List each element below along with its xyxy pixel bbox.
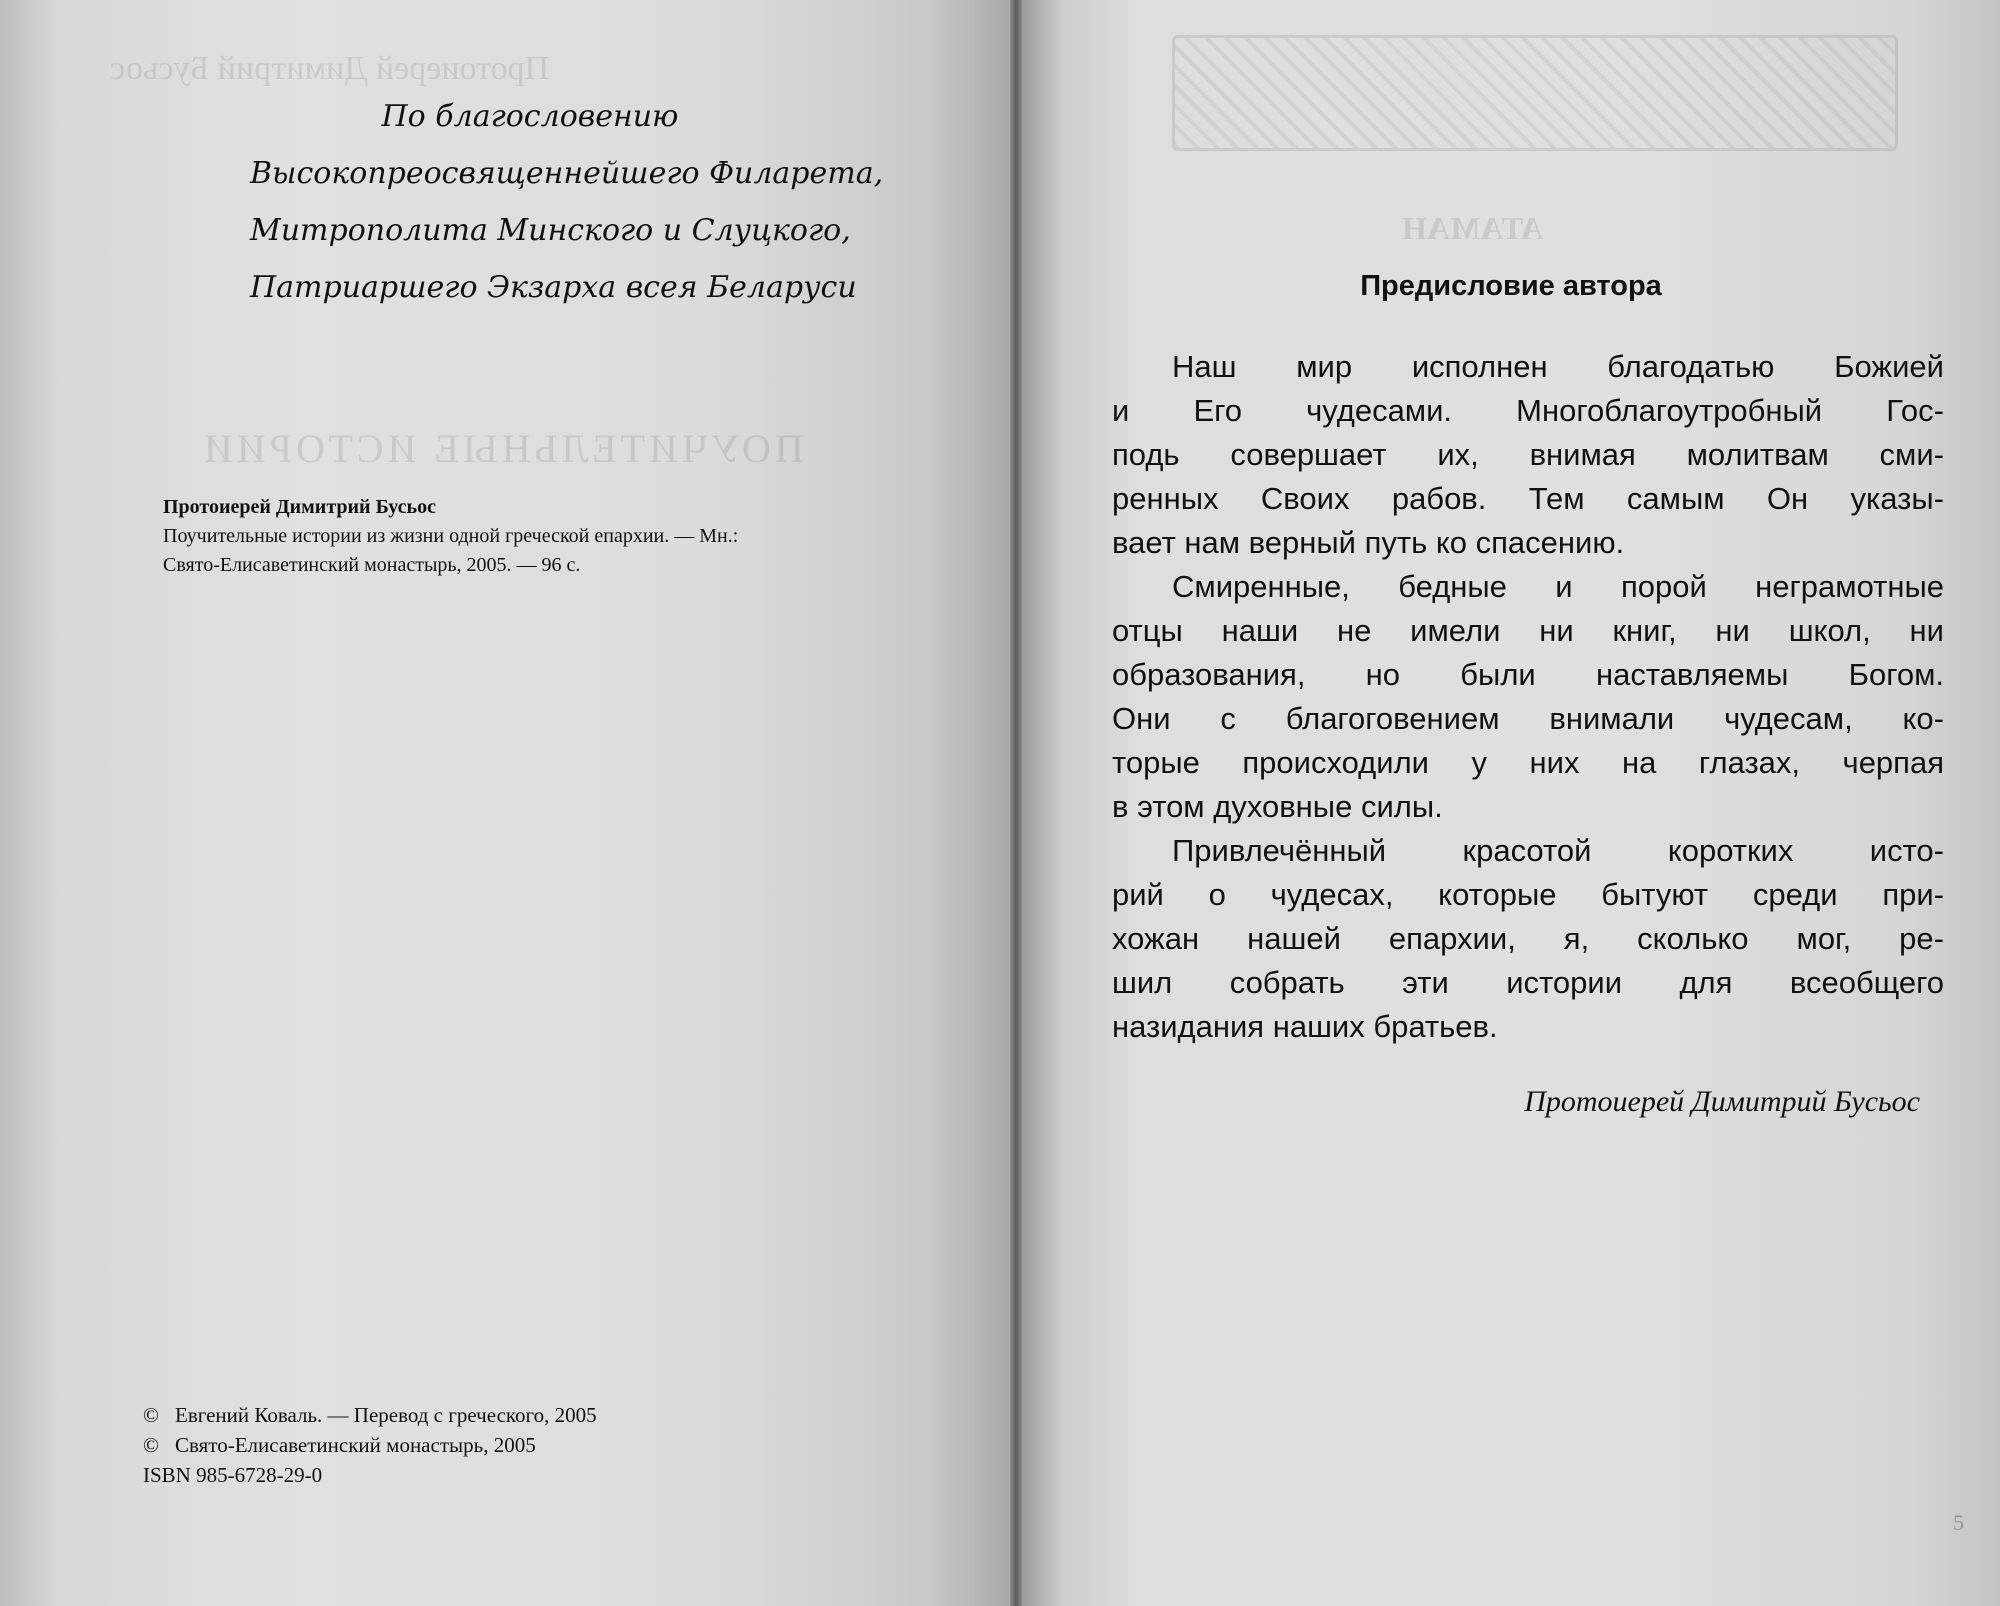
preface-heading: Предисловие автора (1360, 270, 1662, 302)
blessing-line: По благословению (381, 99, 679, 134)
book-gutter (1010, 0, 1022, 1606)
text-line: вает нам верный путь ко спасению. (1112, 525, 1625, 560)
blessing-line: Митрополита Минского и Слуцкого, (250, 213, 851, 248)
blessing-line: Патриаршего Экзарха всея Беларуси (250, 270, 857, 305)
text-line: назидания наших братьев. (1112, 1009, 1498, 1044)
text-line: в этом духовные силы. (1112, 789, 1443, 824)
copyright-line (143, 1400, 863, 1430)
text-line: рий о чудесах, которые бытуют среди при- (1112, 877, 1944, 912)
text-line: торые происходили у них на глазах, черпая (1112, 745, 1944, 780)
page-number: 5 (1953, 1510, 1964, 1535)
text-line: Смиренные, бедные и порой неграмотные (1172, 569, 1944, 604)
text-line: образования, но были наставляемы Богом. (1112, 657, 1944, 692)
blessing-block (250, 88, 884, 316)
isbn: ISBN 985-6728-29-0 (143, 1463, 323, 1487)
catalog-line: Поучительные истории из жизни одной греческой епархии. — Мн.: (163, 525, 739, 547)
bleed-through-ornament (1172, 35, 1898, 151)
copyright-line (143, 1430, 863, 1460)
text-line: и Его чудесами. Многоблагоутробный Гос- (1112, 393, 1944, 428)
author-signature: Протоиерей Димитрий Бусьос (1524, 1085, 1920, 1118)
catalog-record (163, 493, 883, 580)
catalog-line: Свято-Елисаветинский монастырь, 2005. — 96 с. (163, 554, 581, 576)
text-line: хожан нашей епархии, я, сколько мог, ре- (1112, 921, 1944, 956)
copyright-symbol: © (143, 1433, 159, 1457)
bleed-through-running-head: Протоиерей Димитрий Бусьос (110, 50, 550, 87)
text-line: Наш мир исполнен благодатью Божией (1172, 349, 1944, 384)
bleed-through-title: ПОУЧИТЕЛЬНЫЕ ИСТОРИИ (200, 426, 804, 471)
preface-body (1112, 345, 1944, 1049)
bleed-through-chapter-title: АТАМАН (1402, 210, 1544, 246)
text-line: Привлечённый красотой коротких исто- (1172, 833, 1944, 868)
copyright-text: Евгений Коваль. — Перевод с греческого, 2005 (175, 1403, 597, 1427)
text-line: отцы наши не имели ни книг, ни школ, ни (1112, 613, 1944, 648)
catalog-author: Протоиерей Димитрий Бусьос (163, 496, 437, 518)
right-page (1022, 0, 2000, 1606)
text-line: шил собрать эти истории для всеобщего (1112, 965, 1944, 1000)
text-line: подь совершает их, внимая молитвам сми- (1112, 437, 1944, 472)
text-line: ренных Своих рабов. Тем самым Он указы- (1112, 481, 1944, 516)
text-line: Они с благоговением внимали чудесам, ко- (1112, 701, 1944, 736)
copyright-text: Свято-Елисаветинский монастырь, 2005 (175, 1433, 536, 1457)
copyright-block (143, 1400, 863, 1490)
copyright-symbol: © (143, 1403, 159, 1427)
blessing-line: Высокопреосвященнейшего Филарета, (250, 156, 884, 191)
